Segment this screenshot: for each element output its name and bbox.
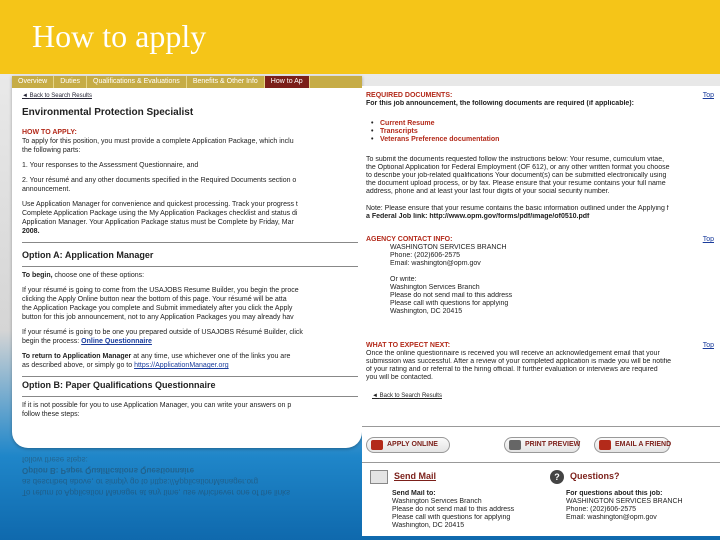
questions-line: Phone: (202)606-2575	[566, 506, 637, 513]
apply-online-label: APPLY ONLINE	[387, 441, 438, 448]
outside-text: begin the process:	[22, 338, 82, 345]
rb-line: clicking the Apply Online button near the bottom of this page. Your résumé will be atta	[22, 296, 287, 303]
tab-benefits[interactable]: Benefits & Other Info	[187, 76, 265, 88]
agency-contact-section	[366, 236, 716, 316]
tab-overview[interactable]: Overview	[12, 76, 54, 88]
tab-duties[interactable]: Duties	[54, 76, 87, 88]
divider	[22, 242, 358, 243]
rb-line: button for this job announcement, not to any Application Packages you may already hav	[22, 314, 294, 321]
doc-item[interactable]: • Transcripts	[366, 128, 716, 136]
back-arrow-icon: ◄	[22, 93, 30, 99]
slide-title: How to apply	[32, 18, 207, 54]
divider	[22, 396, 358, 397]
tab-how-to-apply[interactable]: How to Ap	[265, 76, 310, 88]
send-mail-line: Please do not send mail to this address	[392, 506, 515, 513]
note-line: Note: Please ensure that your resume contains the basic information outlined under the Applying f	[366, 205, 669, 212]
outside-resume-paragraph	[22, 328, 358, 346]
return-text: as described above, or simply go to	[22, 362, 135, 369]
return-line	[22, 352, 358, 361]
expect-line: Once the online questionnaire is received you will receive an acknowledgement email that your	[366, 350, 660, 357]
am-line: Complete Application Package using the My Application Packages checklist and status di	[22, 210, 298, 217]
divider	[362, 462, 720, 463]
agency-line: Washington Services Branch	[390, 284, 480, 291]
part-2	[22, 176, 358, 194]
agency-line: Or write:	[390, 276, 417, 283]
how-to-apply-heading: HOW TO APPLY:	[22, 129, 77, 136]
reflection-line: To return to Application Manager at any time, use whichever one of the links	[22, 488, 291, 497]
screenshot-reflection	[12, 450, 362, 540]
submit-line: the document upload process, or by fax. Please ensure that your resume contains your full name	[366, 180, 666, 187]
print-preview-button[interactable]	[504, 437, 580, 453]
am-line: Use Application Manager for convenience and quickest processing. Track your progress t	[22, 201, 298, 208]
note-line[interactable]: a Federal Job link: http://www.opm.gov/forms/pdf/image/of0510.pdf	[366, 213, 590, 220]
expect-line: of your rating and or referral to the hiring official. If further evaluation or interviews are required	[366, 366, 658, 373]
printer-icon	[509, 440, 521, 450]
apply-icon	[371, 440, 383, 450]
intro-paragraph	[22, 137, 358, 155]
back-to-search-link-bottom[interactable]	[366, 392, 716, 400]
agency-line: Please do not send mail to this address	[390, 292, 513, 299]
part-2-line: announcement.	[22, 186, 71, 193]
send-mail-line: Send Mail to:	[392, 490, 436, 497]
divider	[22, 376, 358, 377]
what-to-expect-section	[366, 342, 716, 400]
begin-line	[22, 271, 358, 280]
agency-line: Please call with questions for applying	[390, 300, 509, 307]
back-arrow-icon: ◄	[372, 393, 380, 399]
agency-line: Phone: (202)606-2575	[390, 252, 461, 259]
part-2-line: 2. Your résumé and any other documents specified in the Required Documents section o	[22, 177, 297, 184]
submit-line: address, phone and at least your last four digits of your social security number.	[366, 188, 610, 195]
questions-line: For questions about this job:	[566, 490, 663, 497]
slide-header	[0, 0, 720, 74]
option-b-heading: Option B: Paper Qualifications Questionnaire	[22, 380, 216, 390]
intro-line: To apply for this position, you must provide a complete Application Package, which inclu	[22, 138, 294, 145]
tab-qualifications[interactable]: Qualifications & Evaluations	[87, 76, 187, 88]
expect-line: you will be contacted.	[366, 374, 433, 381]
submit-line: to describe your job-related qualifications Your document(s) can be submitted electronically using	[366, 172, 667, 179]
divider	[362, 426, 720, 427]
expect-line: submission was successful. After a review of your completed application is made you will be notifie	[366, 358, 672, 365]
outside-line	[22, 337, 358, 346]
questions-line: Email: washington@opm.gov	[566, 514, 657, 521]
top-link[interactable]: Top	[702, 342, 714, 349]
email-friend-label: EMAIL A FRIEND	[615, 441, 672, 448]
reflection-text	[12, 450, 362, 502]
mailbox-icon	[370, 470, 388, 484]
option-b-line: follow these steps:	[22, 411, 80, 418]
questions-line: WASHINGTON SERVICES BRANCH	[566, 498, 683, 505]
email-friend-button[interactable]	[594, 437, 670, 453]
begin-text: choose one of these options:	[52, 272, 145, 279]
resume-builder-paragraph	[22, 286, 358, 322]
submit-line: To submit the documents requested follow the instructions below: Your resume, curriculum vitae,	[366, 156, 665, 163]
agency-line: Washington, DC 20415	[390, 308, 463, 315]
return-paragraph	[22, 352, 358, 370]
return-text: at any time, use whichever one of the links you are	[131, 353, 291, 360]
envelope-icon	[599, 440, 611, 450]
send-mail-title[interactable]: Send Mail	[394, 471, 437, 481]
agency-contact-heading: AGENCY CONTACT INFO:	[366, 236, 453, 243]
rb-line: the Application Package you complete and Submit immediately after you click the Apply	[22, 305, 293, 312]
agency-line	[366, 268, 716, 276]
agency-line: Email: washington@opm.gov	[390, 260, 481, 267]
submit-line: the Optional Application for Federal Employment (OF 612), or any other written format you choose	[366, 164, 670, 171]
what-to-expect-heading: WHAT TO EXPECT NEXT:	[366, 342, 451, 349]
intro-line: the following parts:	[22, 147, 81, 154]
outside-line: If your résumé is going to be one you prepared outside of USAJOBS Résumé Builder, click	[22, 329, 303, 336]
divider	[22, 266, 358, 267]
am-line: 2008.	[22, 228, 40, 235]
reflection-line: Option B: Paper Qualifications Questionnaire	[22, 466, 195, 475]
application-manager-paragraph	[22, 200, 358, 236]
questions-details	[566, 490, 720, 522]
return-line	[22, 361, 358, 370]
reflection-line: follow these steps:	[22, 455, 88, 464]
back-to-search-label: Back to Search Results	[379, 393, 442, 399]
job-title: Environmental Protection Specialist	[22, 107, 194, 118]
send-mail-line: Washington, DC 20415	[392, 522, 465, 529]
required-documents-heading: REQUIRED DOCUMENTS:	[366, 92, 453, 99]
send-mail-details	[392, 490, 562, 530]
left-content	[22, 92, 358, 425]
top-link[interactable]: Top	[702, 92, 714, 99]
agency-line: WASHINGTON SERVICES BRANCH	[390, 244, 507, 251]
back-to-search-link[interactable]	[22, 92, 358, 101]
question-icon: ?	[550, 470, 564, 484]
send-mail-line: Please call with questions for applying	[392, 514, 511, 521]
rb-line: If your résumé is going to come from the USAJOBS Resume Builder, you begin the proce	[22, 287, 299, 294]
am-line: Application Manager. Your Application Package status must be Complete by Friday, Mar	[22, 219, 294, 226]
left-screenshot	[12, 76, 362, 448]
send-mail-line: Washington Services Branch	[392, 498, 482, 505]
online-questionnaire-link[interactable]: Online Questionnaire	[81, 338, 152, 345]
doc-item[interactable]: • Veterans Preference documentation	[366, 136, 716, 144]
part-1: 1. Your responses to the Assessment Questionnaire, and	[22, 162, 199, 169]
questions-title: Questions?	[570, 471, 620, 481]
apply-online-button[interactable]	[366, 437, 450, 453]
option-b-paragraph	[22, 401, 358, 419]
print-preview-label: PRINT PREVIEW	[525, 441, 581, 448]
right-screenshot	[362, 86, 720, 536]
back-to-search-label: Back to Search Results	[29, 93, 92, 99]
reflection-line: as described above, or simply go to https://ApplicationManager.org	[22, 477, 259, 486]
required-documents-subheading: For this job announcement, the following documents are required (if applicable):	[366, 100, 634, 107]
application-manager-link[interactable]: https://ApplicationManager.org	[134, 362, 229, 369]
option-a-heading: Option A: Application Manager	[22, 250, 154, 260]
doc-item[interactable]: • Current Resume	[366, 120, 716, 128]
begin-label: To begin,	[22, 272, 53, 279]
return-label: To return to Application Manager	[22, 353, 132, 360]
required-documents-section	[366, 92, 716, 221]
top-link[interactable]: Top	[702, 236, 714, 243]
tab-bar	[12, 76, 362, 88]
option-b-line: If it is not possible for you to use Application Manager, you can write your answers on p	[22, 402, 292, 409]
